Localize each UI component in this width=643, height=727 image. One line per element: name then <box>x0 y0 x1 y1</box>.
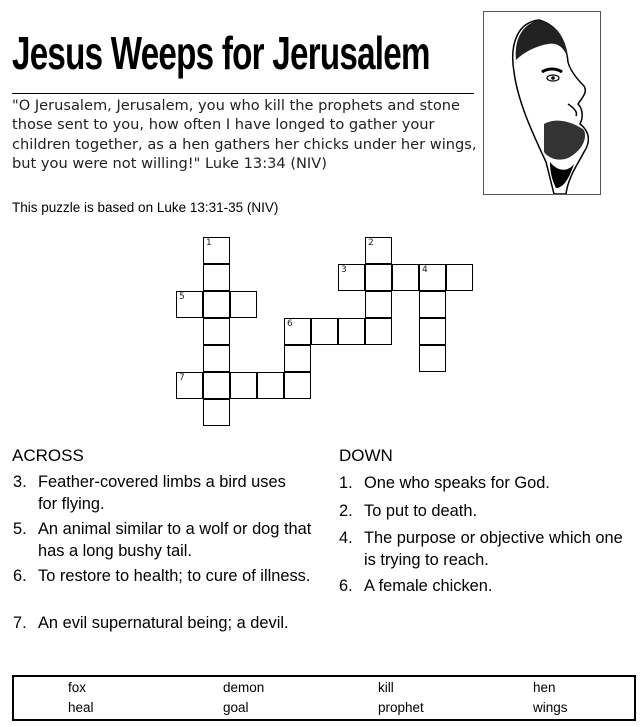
cell-number: 2 <box>368 238 374 248</box>
down-heading: DOWN <box>339 446 393 465</box>
word-bank <box>12 675 636 721</box>
scripture-quote: "O Jerusalem, Jerusalem, you who kill the prophets and stone those sent to you, how often I have longed to gather your children together, as a hen gathers her chicks under her wings, but you were not willing!" Luke 13:34 (NIV) <box>12 97 477 173</box>
crossword-cell[interactable] <box>419 318 446 345</box>
crossword-cell[interactable] <box>365 264 392 291</box>
across-clue-5 <box>13 519 313 562</box>
crossword-cell[interactable] <box>203 264 230 291</box>
word-bank-item: hen <box>533 680 556 696</box>
clue-number: 5. <box>13 520 27 538</box>
clue-number: 3. <box>13 473 27 491</box>
crossword-cell[interactable] <box>365 237 392 264</box>
clue-number: 7. <box>13 614 27 632</box>
crossword-cell[interactable] <box>284 372 311 399</box>
word-bank-item: heal <box>68 700 94 716</box>
crossword-cell[interactable] <box>203 372 230 399</box>
crossword-cell[interactable] <box>203 237 230 264</box>
word-bank-item: goal <box>223 700 249 716</box>
clue-number: 1. <box>339 474 353 492</box>
across-clue-6 <box>13 566 313 588</box>
cell-number: 5 <box>179 292 185 302</box>
word-bank-item: wings <box>533 700 568 716</box>
crossword-cell[interactable] <box>338 318 365 345</box>
cell-number: 7 <box>179 373 185 383</box>
clue-text: Feather-covered limbs a bird uses for flying. <box>38 473 286 513</box>
clue-number: 4. <box>339 529 353 547</box>
page-title: Jesus Weeps for Jerusalem <box>12 27 430 79</box>
crossword-cell[interactable] <box>419 264 446 291</box>
across-heading: ACROSS <box>12 446 84 465</box>
crossword-cell[interactable] <box>203 291 230 318</box>
crossword-cell[interactable] <box>230 291 257 318</box>
clue-text: To put to death. <box>364 502 477 520</box>
crossword-cell[interactable] <box>176 291 203 318</box>
jesus-profile-icon <box>484 12 600 194</box>
down-clue-2 <box>339 501 639 523</box>
across-clue-3 <box>13 472 303 515</box>
clue-text: One who speaks for God. <box>364 474 550 492</box>
crossword-cell[interactable] <box>446 264 473 291</box>
clue-number: 6. <box>339 577 353 595</box>
portrait-illustration <box>483 11 601 195</box>
cell-number: 1 <box>206 238 212 248</box>
clue-text: An animal similar to a wolf or dog that has a long bushy tail. <box>38 520 312 560</box>
crossword-cell[interactable] <box>203 345 230 372</box>
crossword-cell[interactable] <box>392 264 419 291</box>
crossword-cell[interactable] <box>257 372 284 399</box>
clue-text: An evil supernatural being; a devil. <box>38 614 289 632</box>
cell-number: 3 <box>341 265 347 275</box>
crossword-cell[interactable] <box>284 318 311 345</box>
word-bank-item: demon <box>223 680 265 696</box>
cell-number: 6 <box>287 319 293 329</box>
down-clue-6 <box>339 576 639 598</box>
crossword-cell[interactable] <box>365 291 392 318</box>
word-bank-item: prophet <box>378 700 424 716</box>
clue-text: A female chicken. <box>364 577 493 595</box>
clue-number: 6. <box>13 567 27 585</box>
crossword-cell[interactable] <box>365 318 392 345</box>
title-divider <box>12 93 474 94</box>
cell-number: 4 <box>422 265 428 275</box>
puzzle-source-note: This puzzle is based on Luke 13:31-35 (NIV) <box>12 200 279 215</box>
crossword-cell[interactable] <box>230 372 257 399</box>
crossword-cell[interactable] <box>203 399 230 426</box>
crossword-cell[interactable] <box>176 372 203 399</box>
word-bank-item: kill <box>378 680 394 696</box>
down-clue-4 <box>339 528 639 571</box>
clue-number: 2. <box>339 502 353 520</box>
clue-text: To restore to health; to cure of illness. <box>38 567 311 585</box>
word-bank-item: fox <box>68 680 86 696</box>
crossword-cell[interactable] <box>203 318 230 345</box>
crossword-cell[interactable] <box>284 345 311 372</box>
down-clue-1 <box>339 473 639 495</box>
clue-text: The purpose or objective which one is trying to reach. <box>364 529 623 569</box>
crossword-cell[interactable] <box>338 264 365 291</box>
crossword-cell[interactable] <box>419 345 446 372</box>
across-clue-7 <box>13 613 303 635</box>
crossword-cell[interactable] <box>311 318 338 345</box>
crossword-cell[interactable] <box>419 291 446 318</box>
